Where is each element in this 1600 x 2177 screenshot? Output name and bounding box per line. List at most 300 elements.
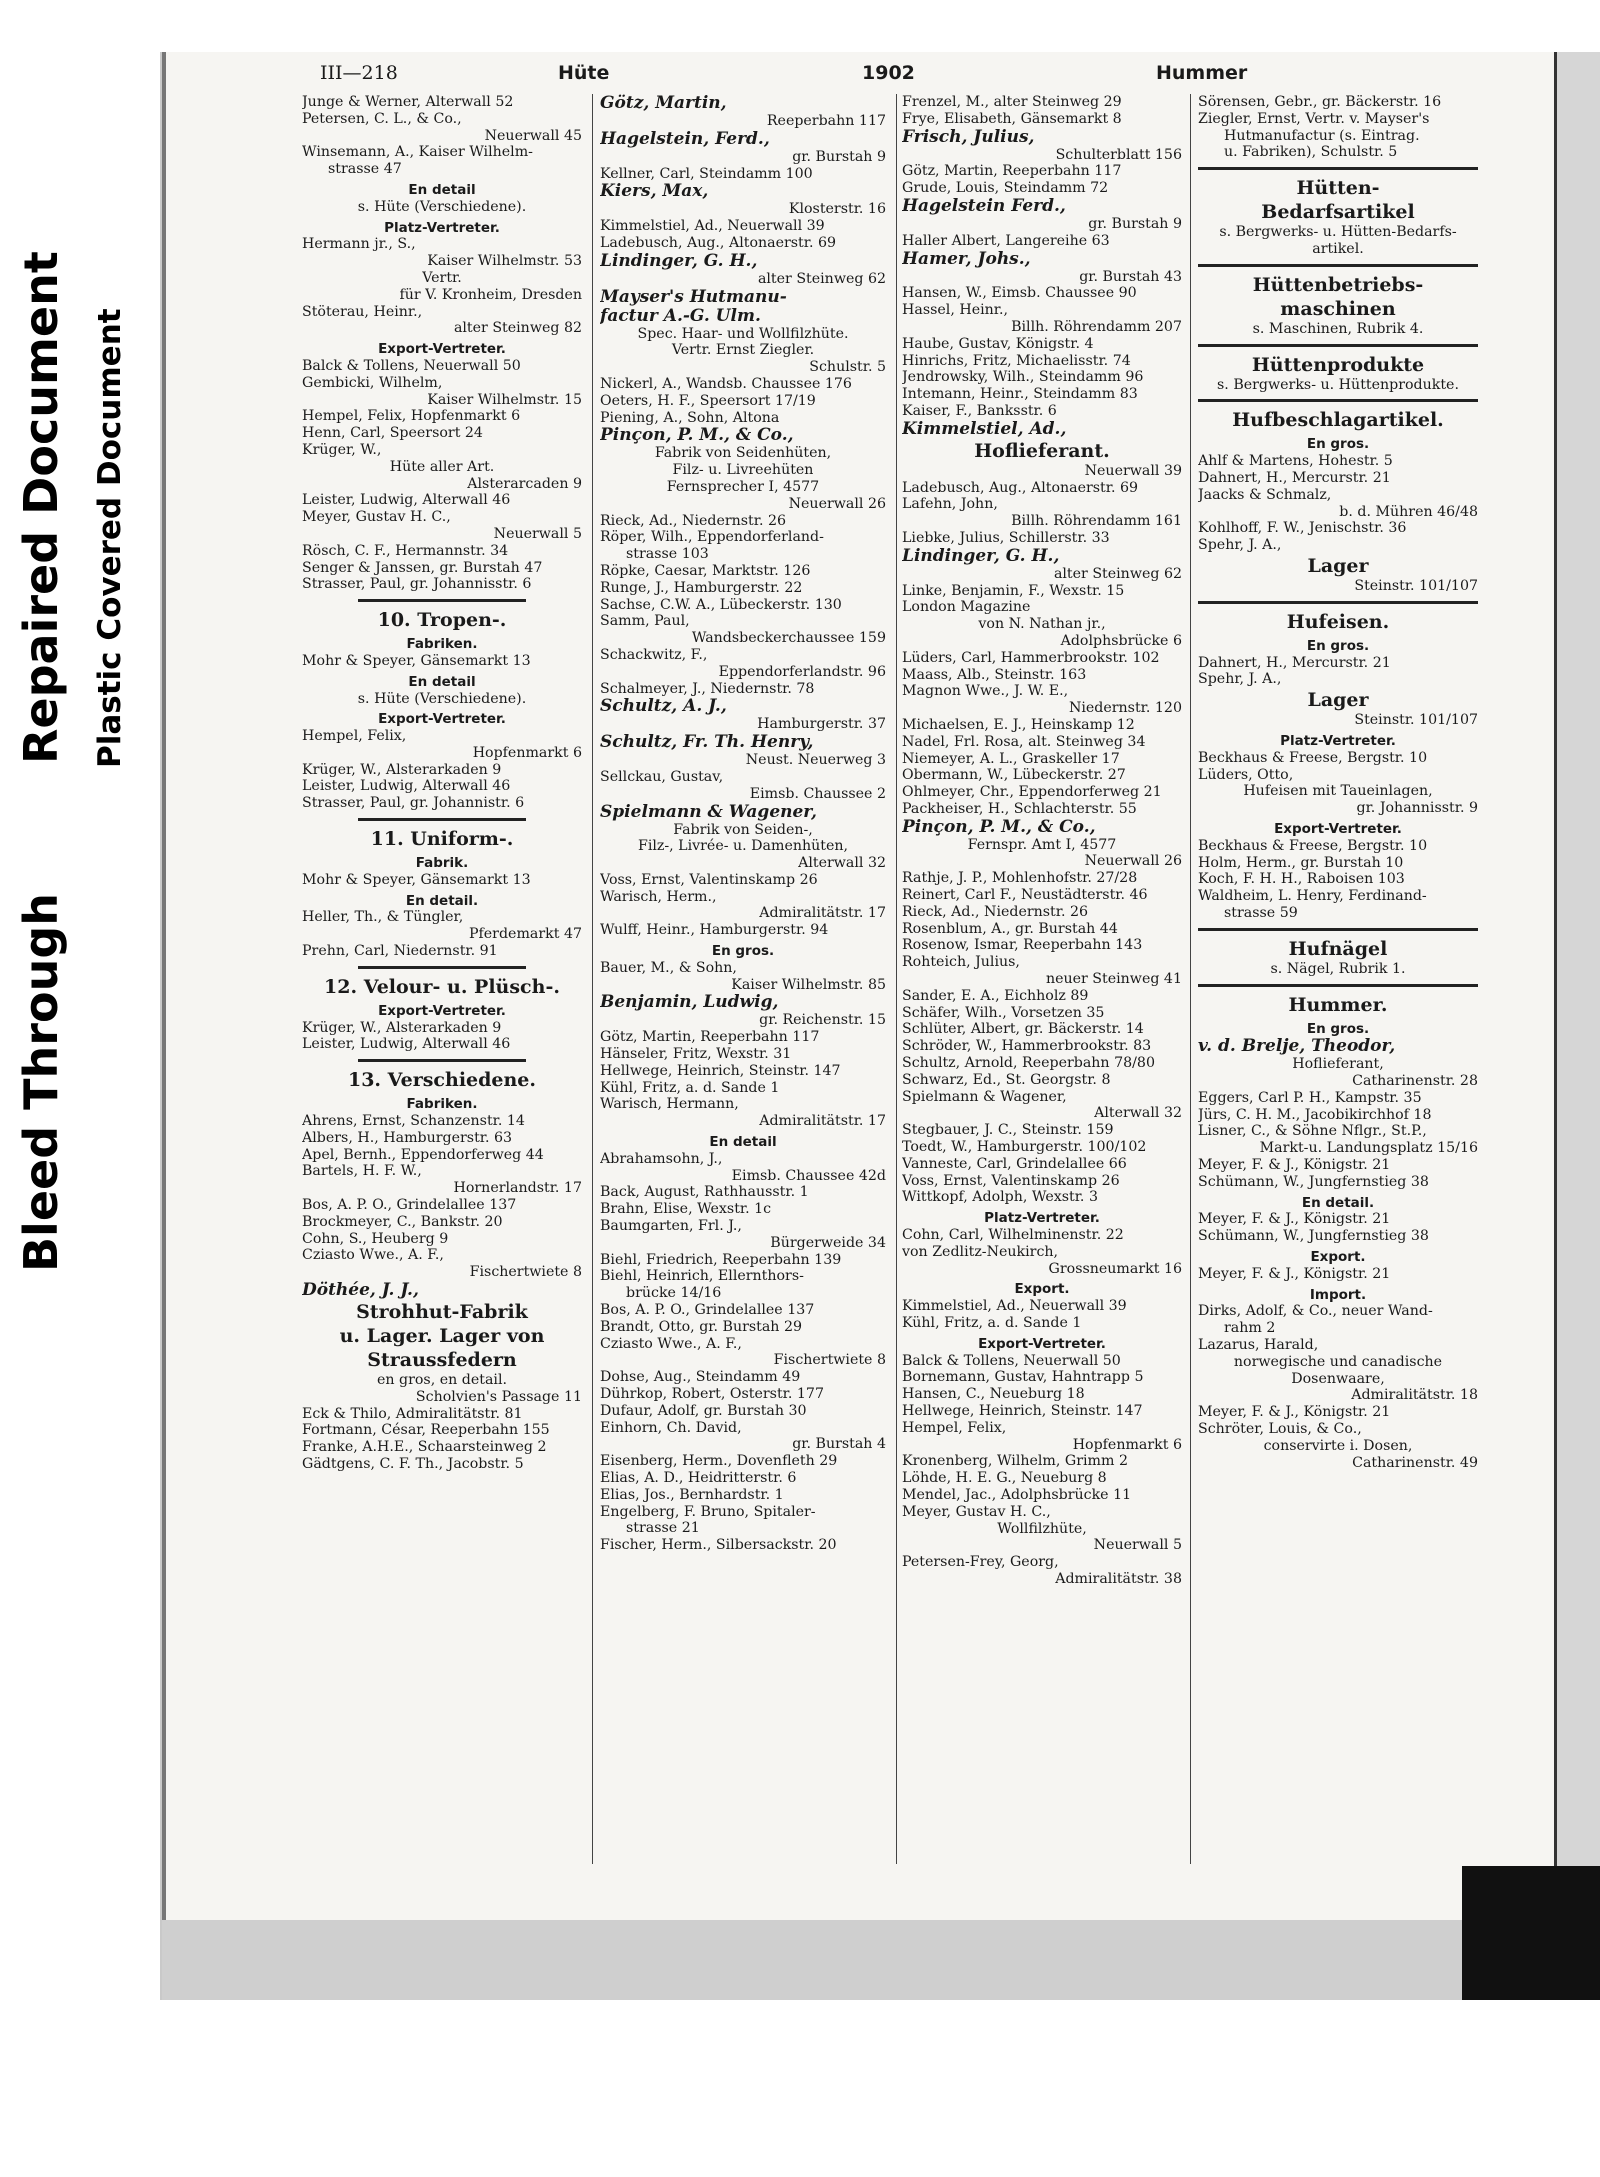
featured-firm-name: Hamer, Johs.,: [902, 249, 1031, 269]
directory-entry: Lüders, Carl, Hammerbrookstr. 102: [902, 649, 1160, 666]
directory-entry: von Zedlitz-Neukirch,: [902, 1243, 1059, 1260]
category-heading: 12. Velour- u. Plüsch-.: [324, 975, 560, 998]
directory-entry: Krüger, W., Alsterarkaden 9: [302, 761, 502, 778]
section-heading: Export-Vertreter.: [378, 1002, 506, 1019]
section-rule: [1198, 984, 1478, 987]
category-heading: 10. Tropen-.: [377, 609, 507, 632]
directory-entry: alter Steinweg 62: [757, 270, 886, 287]
directory-entry: Dührkop, Robert, Osterstr. 177: [600, 1386, 824, 1402]
directory-entry: Strasser, Paul, gr. Johannistr. 6: [302, 795, 525, 812]
directory-entry: Kaiser Wilhelmstr. 85: [731, 976, 886, 993]
directory-entry: Prehn, Carl, Niedernstr. 91: [302, 943, 498, 960]
category-heading: Bedarfsartikel: [1261, 201, 1415, 224]
directory-entry: strasse 21: [626, 1520, 700, 1537]
section-heading: En gros.: [1306, 436, 1370, 453]
directory-entry: Steinstr. 101/107: [1354, 577, 1478, 594]
directory-entry: Brockmeyer, C., Bankstr. 20: [302, 1213, 503, 1230]
directory-entry: Lüders, Otto,: [1198, 766, 1294, 783]
page-number: III—218: [320, 62, 398, 84]
directory-entry: Steinstr. 101/107: [1354, 712, 1478, 729]
directory-entry: Alterwall 32: [798, 855, 886, 872]
directory-entry: Rieck, Ad., Niedernstr. 26: [902, 903, 1089, 920]
section-rule: [358, 1059, 526, 1062]
directory-entry: Kronenberg, Wilhelm, Grimm 2: [902, 1453, 1129, 1470]
directory-entry: Fabrik von Seidenhüten,: [654, 445, 832, 462]
directory-entry: Haube, Gustav, Königstr. 4: [902, 335, 1094, 352]
section-rule: [1198, 344, 1478, 347]
directory-entry: Schulstr. 5: [809, 359, 886, 376]
directory-entry: Hellwege, Heinrich, Steinstr. 147: [902, 1402, 1143, 1419]
header-left-keyword: Hüte: [558, 62, 610, 84]
bleed-through-label: Bleed Through: [14, 892, 68, 1272]
directory-entry: Jaacks & Schmalz,: [1198, 486, 1332, 503]
directory-entry: London Magazine: [902, 599, 1031, 616]
directory-entry: s. Bergwerks- u. Hüttenprodukte.: [1217, 376, 1459, 393]
directory-entry: Dufaur, Adolf, gr. Burstah 30: [600, 1402, 807, 1419]
directory-entry: Meyer, F. & J., Königstr. 21: [1198, 1265, 1391, 1282]
section-heading: Export-Vertreter.: [378, 711, 506, 728]
side-label-strip: [0, 52, 160, 2000]
directory-entry: Alsterarcaden 9: [467, 475, 582, 492]
category-heading: Strohhut-Fabrik: [356, 1301, 528, 1324]
directory-entry: Schröder, W., Hammerbrookstr. 83: [902, 1038, 1152, 1055]
directory-entry: Fischertwiete 8: [469, 1264, 582, 1281]
directory-entry: Meyer, Gustav H. C.,: [302, 509, 451, 526]
directory-entry: Nadel, Frl. Rosa, alt. Steinweg 34: [902, 733, 1146, 750]
directory-entry: Dohse, Aug., Steindamm 49: [600, 1369, 801, 1386]
directory-entry: Klosterstr. 16: [788, 201, 886, 218]
section-heading: Platz-Vertreter.: [1280, 732, 1396, 749]
directory-entry: Rathje, J. P., Mohlenhofstr. 27/28: [902, 870, 1138, 887]
directory-entry: Hansen, C., Neueburg 18: [902, 1386, 1085, 1403]
directory-entry: Hempel, Felix,: [902, 1419, 1007, 1436]
directory-entry: Lafehn, John,: [902, 496, 998, 513]
directory-entry: Rohteich, Julius,: [902, 954, 1020, 971]
directory-entry: Mohr & Speyer, Gänsemarkt 13: [302, 871, 531, 888]
directory-entry: s. Hüte (Verschiedene).: [357, 198, 527, 215]
category-heading: 11. Uniform-.: [370, 828, 514, 851]
directory-entry: Brandt, Otto, gr. Burstah 29: [600, 1318, 803, 1335]
directory-entry: Petersen-Frey, Georg,: [902, 1554, 1059, 1571]
directory-entry: brücke 14/16: [626, 1285, 722, 1302]
directory-entry: Magnon Wwe., J. W. E.,: [902, 683, 1069, 700]
directory-entry: Admiralitätstr. 18: [1351, 1387, 1478, 1404]
featured-firm-name: Schultz, A. J.,: [600, 697, 727, 717]
section-heading: Platz-Vertreter.: [984, 1210, 1100, 1227]
directory-entry: neuer Steinweg 41: [1045, 971, 1182, 988]
directory-entry: Scholvien's Passage 11: [415, 1388, 582, 1405]
directory-entry: Ladebusch, Aug., Altonaerstr. 69: [600, 234, 837, 251]
directory-entry: Winsemann, A., Kaiser Wilhelm-: [302, 144, 533, 161]
directory-entry: Hoflieferant,: [1292, 1056, 1384, 1073]
directory-entry: Holm, Herm., gr. Burstah 10: [1198, 854, 1404, 871]
directory-entry: strasse 103: [626, 546, 709, 563]
directory-entry: Bos, A. P. O., Grindelallee 137: [302, 1197, 517, 1214]
directory-entry: Catharinenstr. 49: [1352, 1454, 1478, 1471]
directory-entry: Cohn, S., Heuberg 9: [302, 1230, 449, 1247]
directory-entry: Abrahamsohn, J.,: [600, 1150, 723, 1167]
directory-column-3: [902, 94, 1182, 1588]
directory-entry: Götz, Martin, Reeperbahn 117: [902, 163, 1122, 180]
directory-entry: s. Bergwerks- u. Hütten-Bedarfs-: [1219, 224, 1457, 241]
directory-entry: u. Fabriken), Schulstr. 5: [1224, 144, 1398, 161]
directory-entry: Grossneumarkt 16: [1048, 1260, 1182, 1277]
section-rule: [1198, 264, 1478, 267]
featured-firm-name: v. d. Brelje, Theodor,: [1198, 1037, 1396, 1057]
directory-entry: Admiralitätstr. 17: [759, 905, 886, 922]
directory-entry: Haller Albert, Langereihe 63: [902, 232, 1110, 249]
directory-entry: Neuerwall 45: [484, 127, 582, 144]
directory-entry: strasse 59: [1224, 904, 1298, 921]
featured-firm-name: Hagelstein, Ferd.,: [600, 129, 770, 149]
directory-entry: Alterwall 32: [1094, 1105, 1182, 1122]
header-right-keyword: Hummer: [1156, 62, 1248, 84]
directory-entry: Beckhaus & Freese, Bergstr. 10: [1198, 749, 1428, 766]
directory-entry: Röpke, Caesar, Marktstr. 126: [600, 562, 811, 579]
category-heading: Lager: [1307, 689, 1369, 712]
directory-entry: Hansen, W., Eimsb. Chaussee 90: [902, 285, 1137, 302]
directory-entry: Götz, Martin, Reeperbahn 117: [600, 1029, 820, 1046]
directory-entry: Henn, Carl, Speersort 24: [302, 425, 483, 442]
directory-entry: Cziasto Wwe., A. F.,: [302, 1247, 444, 1264]
directory-entry: Neuerwall 26: [1084, 853, 1182, 870]
category-heading: Hüttenprodukte: [1251, 353, 1425, 376]
category-heading: Hufnägel: [1288, 937, 1388, 960]
directory-entry: von N. Nathan jr.,: [978, 616, 1106, 633]
section-heading: En detail.: [1301, 1194, 1375, 1211]
section-rule: [358, 599, 526, 602]
directory-entry: Jendrowsky, Wilh., Steindamm 96: [902, 369, 1144, 386]
directory-entry: gr. Reichenstr. 15: [759, 1012, 886, 1029]
directory-entry: Rosenow, Ismar, Reeperbahn 143: [902, 937, 1143, 954]
directory-entry: Lisner, C., & Söhne Nflgr., St.P.,: [1198, 1123, 1427, 1140]
directory-entry: Michaelsen, E. J., Heinskamp 12: [902, 716, 1135, 733]
directory-entry: Neust. Neuerweg 3: [745, 752, 886, 769]
directory-entry: Albers, H., Hamburgerstr. 63: [302, 1129, 513, 1146]
directory-entry: Schümann, W., Jungfernstieg 38: [1198, 1173, 1429, 1190]
featured-firm-name: Kiers, Max,: [600, 182, 709, 202]
directory-entry: Bürgerweide 34: [770, 1234, 886, 1251]
section-heading: Export.: [1014, 1281, 1070, 1298]
category-heading: Straussfedern: [367, 1349, 517, 1372]
directory-entry: Rosenblum, A., gr. Burstah 44: [902, 920, 1118, 937]
directory-entry: s. Hüte (Verschiedene).: [357, 690, 527, 707]
directory-column-4: [1198, 94, 1478, 1471]
directory-entry: Vanneste, Carl, Grindelallee 66: [902, 1155, 1127, 1172]
section-heading: En detail.: [405, 892, 479, 909]
section-heading: En gros.: [1306, 1020, 1370, 1037]
directory-entry: Neuerwall 26: [788, 495, 886, 512]
directory-entry: Hopfenmarkt 6: [1072, 1436, 1182, 1453]
directory-entry: Schäfer, Wilh., Vorsetzen 35: [902, 1004, 1105, 1021]
directory-entry: Stegbauer, J. C., Steinstr. 159: [902, 1122, 1114, 1139]
directory-entry: Balck & Tollens, Neuerwall 50: [302, 357, 521, 374]
directory-entry: Beckhaus & Freese, Bergstr. 10: [1198, 837, 1428, 854]
directory-entry: Meyer, F. & J., Königstr. 21: [1198, 1404, 1391, 1421]
directory-entry: Hempel, Felix, Hopfenmarkt 6: [302, 408, 521, 425]
directory-entry: Eck & Thilo, Admiralitätstr. 81: [302, 1405, 523, 1422]
directory-entry: Neuerwall 5: [1093, 1537, 1182, 1554]
directory-entry: Admiralitätstr. 17: [759, 1113, 886, 1130]
directory-entry: Markt-u. Landungsplatz 15/16: [1259, 1140, 1478, 1157]
directory-entry: Apel, Bernh., Eppendorferweg 44: [302, 1146, 544, 1163]
directory-entry: Filz- u. Livreehüten: [672, 462, 814, 479]
directory-entry: Gembicki, Wilhelm,: [302, 374, 443, 391]
directory-entry: Cohn, Carl, Wilhelminenstr. 22: [902, 1227, 1124, 1244]
directory-entry: Niedernstr. 120: [1068, 700, 1182, 717]
directory-entry: Ohlmeyer, Chr., Eppendorferweg 21: [902, 784, 1162, 801]
directory-entry: Samm, Paul,: [600, 613, 690, 630]
directory-entry: Kohlhoff, F. W., Jenischstr. 36: [1198, 520, 1407, 537]
directory-entry: en gros, en detail.: [376, 1372, 507, 1389]
directory-entry: Meyer, F. & J., Königstr. 21: [1198, 1211, 1391, 1228]
featured-firm-name: Mayser's Hutmanu-: [600, 287, 787, 307]
directory-entry: Bauer, M., & Sohn,: [600, 959, 737, 976]
section-rule: [358, 966, 526, 969]
directory-entry: Biehl, Friedrich, Reeperbahn 139: [600, 1251, 842, 1268]
directory-entry: Filz-, Livrée- u. Damenhüten,: [637, 838, 849, 855]
directory-entry: Schwarz, Ed., St. Georgstr. 8: [902, 1071, 1111, 1088]
section-heading: Export-Vertreter.: [978, 1335, 1106, 1352]
directory-entry: Pferdemarkt 47: [468, 926, 582, 943]
section-rule: [1198, 601, 1478, 604]
directory-entry: Spehr, J. A.,: [1198, 671, 1282, 688]
directory-entry: Eisenberg, Herm., Dovenfleth 29: [600, 1453, 838, 1470]
directory-entry: Strasser, Paul, gr. Johannisstr. 6: [302, 576, 532, 593]
directory-entry: Piening, A., Sohn, Altona: [600, 409, 780, 426]
directory-entry: Wandsbeckerchaussee 159: [691, 630, 886, 647]
directory-entry: s. Nägel, Rubrik 1.: [1270, 960, 1406, 977]
directory-entry: Fischertwiete 8: [773, 1352, 886, 1369]
directory-entry: Warisch, Hermann,: [600, 1096, 739, 1113]
repaired-document-label: Repaired Document: [14, 251, 68, 764]
directory-entry: Löhde, H. E. G., Neueburg 8: [902, 1470, 1107, 1487]
directory-entry: Spehr, J. A.,: [1198, 537, 1282, 554]
directory-entry: Ahrens, Ernst, Schanzenstr. 14: [302, 1113, 525, 1130]
directory-entry: norwegische und canadische: [1233, 1353, 1443, 1370]
category-heading: 13. Verschiedene.: [347, 1069, 537, 1092]
section-rule: [1198, 928, 1478, 931]
directory-entry: Brahn, Elise, Wexstr. 1c: [600, 1201, 772, 1218]
directory-entry: Heller, Th., & Tüngler,: [302, 909, 464, 926]
directory-entry: Dirks, Adolf, & Co., neuer Wand-: [1198, 1303, 1433, 1320]
directory-entry: Neuerwall 5: [493, 525, 582, 542]
directory-column-1: [302, 94, 582, 1473]
directory-entry: Spielmann & Wagener,: [902, 1088, 1067, 1105]
directory-entry: Toedt, W., Hamburgerstr. 100/102: [902, 1139, 1147, 1156]
directory-entry: Eggers, Carl P. H., Kampstr. 35: [1198, 1089, 1422, 1106]
directory-entry: Balck & Tollens, Neuerwall 50: [902, 1352, 1121, 1369]
directory-entry: Fernspr. Amt I, 4577: [967, 836, 1117, 853]
directory-entry: Fabrik von Seiden-,: [673, 821, 813, 838]
directory-entry: gr. Burstah 9: [1088, 215, 1182, 232]
directory-entry: Hinrichs, Fritz, Michaelisstr. 74: [902, 352, 1131, 369]
directory-entry: Hamburgerstr. 37: [757, 716, 886, 733]
section-heading: Fabrik.: [415, 855, 469, 872]
directory-entry: Liebke, Julius, Schillerstr. 33: [902, 529, 1110, 546]
directory-column-2: [600, 94, 886, 1554]
featured-firm-name: Lindinger, G. H.,: [902, 546, 1060, 566]
category-heading: Hufeisen.: [1286, 610, 1390, 633]
directory-entry: Schlüter, Albert, gr. Bäckerstr. 14: [902, 1021, 1144, 1038]
featured-firm-name: Frisch, Julius,: [902, 127, 1035, 147]
directory-entry: gr. Burstah 9: [792, 148, 886, 165]
directory-entry: Frenzel, M., alter Steinweg 29: [902, 94, 1122, 110]
directory-entry: Reinert, Carl F., Neustädterstr. 46: [902, 887, 1148, 904]
directory-entry: Schulterblatt 156: [1055, 146, 1182, 163]
directory-entry: Cziasto Wwe., A. F.,: [600, 1335, 742, 1352]
section-heading: En gros.: [1306, 637, 1370, 654]
directory-entry: Kaiser, F., Banksstr. 6: [902, 402, 1057, 419]
directory-entry: Petersen, C. L., & Co.,: [302, 110, 462, 127]
category-heading: Hummer.: [1288, 993, 1388, 1016]
directory-entry: Schröter, Louis, & Co.,: [1198, 1421, 1362, 1438]
directory-entry: Voss, Ernst, Valentinskamp 26: [902, 1172, 1120, 1189]
directory-entry: Eimsb. Chaussee 42d: [731, 1167, 886, 1184]
directory-entry: Elias, A. D., Heidritterstr. 6: [600, 1469, 797, 1486]
column-divider: [1190, 94, 1191, 1864]
directory-entry: Dosenwaare,: [1291, 1370, 1385, 1387]
directory-entry: Fortmann, César, Reeperbahn 155: [302, 1422, 550, 1439]
section-heading: En gros.: [711, 943, 775, 960]
directory-entry: Ladebusch, Aug., Altonaerstr. 69: [902, 479, 1139, 496]
directory-entry: Hempel, Felix,: [302, 728, 407, 745]
directory-entry: Franke, A.H.E., Schaarsteinweg 2: [302, 1439, 547, 1456]
directory-entry: Leister, Ludwig, Alterwall 46: [302, 492, 511, 509]
directory-entry: Bartels, H. F. W.,: [302, 1163, 422, 1180]
directory-entry: Meyer, Gustav H. C.,: [902, 1503, 1051, 1520]
directory-entry: conservirte i. Dosen,: [1263, 1437, 1413, 1454]
featured-firm-name: Pinçon, P. M., & Co.,: [902, 817, 1096, 837]
directory-entry: Linke, Benjamin, F., Wexstr. 15: [902, 582, 1125, 599]
directory-entry: Kaiser Wilhelmstr. 15: [427, 391, 582, 408]
directory-entry: Fernsprecher I, 4577: [666, 478, 820, 495]
featured-firm-name: Götz, Martin,: [600, 94, 727, 113]
directory-entry: Admiralitätstr. 38: [1055, 1570, 1182, 1587]
category-heading: u. Lager. Lager von: [339, 1325, 545, 1348]
directory-entry: Elias, Jos., Bernhardstr. 1: [600, 1486, 784, 1503]
featured-firm-name: Schultz, Fr. Th. Henry,: [600, 733, 814, 753]
directory-entry: Vertr. Ernst Ziegler.: [671, 342, 815, 359]
section-heading: Export-Vertreter.: [378, 341, 506, 358]
directory-entry: Hufeisen mit Taueinlagen,: [1243, 783, 1433, 800]
featured-firm-name: Kimmelstiel, Ad.,: [902, 419, 1067, 439]
directory-entry: Schackwitz, F.,: [600, 646, 708, 663]
directory-entry: Krüger, W.,: [302, 441, 382, 458]
directory-entry: Warisch, Herm.,: [600, 888, 717, 905]
directory-entry: Kühl, Fritz, a. d. Sande 1: [902, 1315, 1082, 1331]
directory-entry: Billh. Röhrendamm 207: [1011, 318, 1182, 335]
directory-entry: Sachse, C.W. A., Lübeckerstr. 130: [600, 596, 842, 613]
directory-entry: Ziegler, Ernst, Vertr. v. Mayser's: [1198, 110, 1430, 127]
directory-entry: Mohr & Speyer, Gänsemarkt 13: [302, 652, 531, 669]
directory-entry: Back, August, Rathhausstr. 1: [600, 1184, 809, 1201]
directory-entry: Sellckau, Gustav,: [600, 768, 724, 785]
directory-entry: Rieck, Ad., Niedernstr. 26: [600, 512, 787, 529]
directory-entry: rahm 2: [1224, 1320, 1276, 1337]
section-heading: En detail: [709, 1134, 777, 1151]
directory-entry: Catharinenstr. 28: [1352, 1073, 1478, 1090]
header-year: 1902: [862, 62, 915, 84]
directory-entry: Junge & Werner, Alterwall 52: [302, 94, 514, 110]
category-heading: Hütten-: [1296, 177, 1380, 200]
directory-entry: artikel.: [1312, 240, 1364, 257]
directory-entry: gr. Johannisstr. 9: [1356, 800, 1478, 817]
directory-entry: Leister, Ludwig, Alterwall 46: [302, 778, 511, 795]
directory-entry: Lazarus, Harald,: [1198, 1337, 1319, 1354]
section-rule: [1198, 167, 1478, 170]
directory-entry: Biehl, Heinrich, Ellernthors-: [600, 1268, 804, 1285]
directory-entry: Hopfenmarkt 6: [472, 744, 582, 761]
directory-entry: alter Steinweg 82: [453, 320, 582, 337]
directory-entry: Fischer, Herm., Silbersackstr. 20: [600, 1537, 837, 1554]
column-divider: [896, 94, 897, 1864]
directory-entry: Grude, Louis, Steindamm 72: [902, 180, 1109, 197]
directory-entry: Einhorn, Ch. David,: [600, 1419, 742, 1436]
directory-entry: Koch, F. H. H., Raboisen 103: [1198, 871, 1405, 888]
section-heading: Export.: [1310, 1249, 1366, 1266]
directory-entry: Nickerl, A., Wandsb. Chaussee 176: [600, 375, 852, 392]
section-heading: Fabriken.: [406, 1096, 478, 1113]
directory-entry: Kimmelstiel, Ad., Neuerwall 39: [600, 218, 825, 235]
scan-dark-corner: [1462, 1866, 1600, 2000]
featured-firm-name: Benjamin, Ludwig,: [600, 993, 779, 1013]
directory-entry: Wulff, Heinr., Hamburgerstr. 94: [600, 922, 829, 939]
directory-entry: Wittkopf, Adolph, Wexstr. 3: [902, 1189, 1098, 1206]
directory-entry: Hellwege, Heinrich, Steinstr. 147: [600, 1062, 841, 1079]
directory-entry: Jürs, C. H. M., Jacobikirchhof 18: [1198, 1106, 1432, 1123]
directory-entry: Bornemann, Gustav, Hahntrapp 5: [902, 1369, 1144, 1386]
directory-entry: alter Steinweg 62: [1053, 565, 1182, 582]
directory-entry: b. d. Mühren 46/48: [1339, 503, 1478, 520]
directory-entry: strasse 47: [328, 161, 402, 178]
category-heading: maschinen: [1280, 297, 1396, 320]
directory-entry: Reeperbahn 117: [766, 113, 886, 129]
directory-entry: Niemeyer, A. L., Graskeller 17: [902, 750, 1120, 767]
scan-bottom-edge: [162, 1920, 1462, 2000]
directory-entry: Hüte aller Art.: [389, 458, 495, 475]
section-heading: Import.: [1309, 1286, 1367, 1303]
directory-entry: Voss, Ernst, Valentinskamp 26: [600, 871, 818, 888]
section-rule: [1198, 399, 1478, 402]
directory-entry: Sörensen, Gebr., gr. Bäckerstr. 16: [1198, 94, 1442, 110]
directory-entry: gr. Burstah 4: [792, 1436, 886, 1453]
directory-entry: Runge, J., Hamburgerstr. 22: [600, 579, 803, 596]
directory-entry: Hänseler, Fritz, Wexstr. 31: [600, 1046, 792, 1063]
directory-entry: Engelberg, F. Bruno, Spitaler-: [600, 1503, 816, 1520]
directory-entry: Senger & Janssen, gr. Burstah 47: [302, 559, 543, 576]
directory-entry: Vertr.: [422, 269, 462, 286]
directory-entry: Oeters, H. F., Speersort 17/19: [600, 392, 816, 409]
directory-entry: Ahlf & Martens, Hohestr. 5: [1198, 453, 1393, 470]
directory-entry: Schümann, W., Jungfernstieg 38: [1198, 1228, 1429, 1245]
directory-entry: Rösch, C. F., Hermannstr. 34: [302, 542, 509, 559]
section-heading: Platz-Vertreter.: [384, 219, 500, 236]
directory-entry: Kimmelstiel, Ad., Neuerwall 39: [902, 1298, 1127, 1315]
column-divider: [592, 94, 593, 1864]
directory-entry: Schultz, Arnold, Reeperbahn 78/80: [902, 1055, 1155, 1072]
directory-entry: Röper, Wilh., Eppendorferland-: [600, 529, 824, 546]
directory-entry: Maass, Alb., Steinstr. 163: [902, 666, 1087, 683]
featured-firm-name: Pinçon, P. M., & Co.,: [600, 426, 794, 446]
category-heading: Hüttenbetriebs-: [1252, 273, 1424, 296]
directory-entry: Neuerwall 39: [1084, 462, 1182, 479]
plastic-covered-label: Plastic Covered Document: [92, 308, 128, 768]
directory-entry: Dahnert, H., Mercurstr. 21: [1198, 654, 1391, 671]
directory-entry: Billh. Röhrendamm 161: [1011, 513, 1182, 530]
scan-right-edge: [1554, 52, 1600, 2000]
section-heading: En detail: [408, 181, 476, 198]
